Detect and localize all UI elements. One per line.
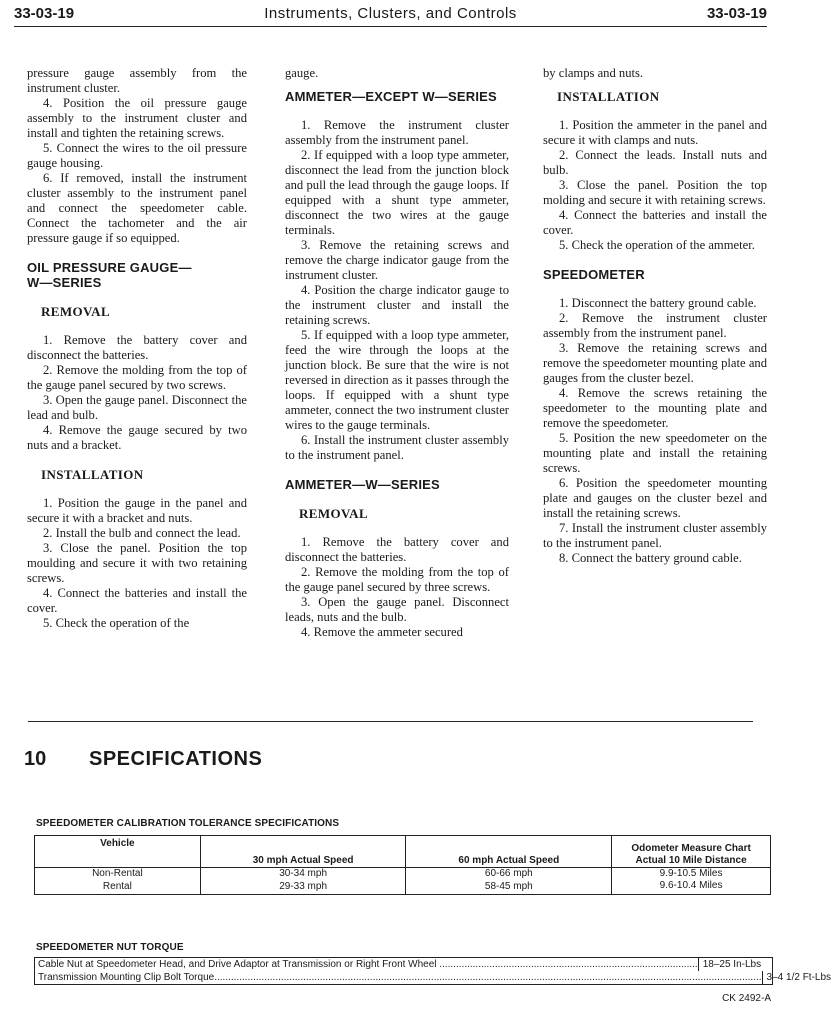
step: 4. Remove the gauge secured by two nuts and a bracket. <box>27 423 247 452</box>
section-title: SPECIFICATIONS <box>89 748 263 770</box>
column-header-30mph: 30 mph Actual Speed <box>200 836 406 868</box>
heading-ammeter-w: AMMETER—W—SERIES <box>285 477 440 492</box>
column-header-60mph: 60 mph Actual Speed <box>406 836 612 868</box>
table-row <box>35 958 772 971</box>
torque-value: 18–25 In-Lbs <box>702 959 762 970</box>
table-row <box>35 880 771 895</box>
cell-60mph: 58-45 mph <box>406 880 612 895</box>
column-header-odometer-line2: Actual 10 Mile Distance <box>635 855 747 866</box>
column-header-odometer <box>612 836 771 868</box>
table-row <box>35 971 831 984</box>
step: 1. Position the ammeter in the panel and secure it with clamps and nuts. <box>543 118 767 147</box>
text-column-2 <box>285 66 509 640</box>
step: 6. If removed, install the instrument cluster assembly to the instrument panel and connect the speedometer cable. Connect the tachometer and the air pressure gauge if so equipped. <box>27 171 247 245</box>
cell-vehicle: Rental <box>35 880 201 895</box>
cell-60mph: 60-66 mph <box>406 868 612 881</box>
section-number: 10 <box>24 748 47 770</box>
step: 1. Remove the instrument cluster assembly from the instrument panel. <box>285 118 509 147</box>
cell-30mph: 29-33 mph <box>200 880 406 895</box>
torque-label-cell: Cable Nut at Speedometer Head, and Drive Adaptor at Transmission or Right Front Wheel ............................................................................................. <box>35 958 699 971</box>
step: 2. Connect the leads. Install nuts and bulb. <box>543 148 767 177</box>
page-number-left: 33-03-19 <box>14 5 75 22</box>
cell-odometer: 9.9-10.5 Miles <box>612 868 771 881</box>
paragraph: gauge. <box>285 66 319 80</box>
heading-speedometer: SPEEDOMETER <box>543 267 645 282</box>
header-rule <box>14 26 767 27</box>
heading-ammeter-except-w: AMMETER—EXCEPT W—SERIES <box>285 89 497 104</box>
step: 1. Disconnect the battery ground cable. <box>559 296 757 310</box>
figure-code: CK 2492-A <box>722 993 771 1004</box>
torque-label: Cable Nut at Speedometer Head, and Drive Adaptor at Transmission or Right Front Wheel <box>38 959 437 970</box>
torque-label: Transmission Mounting Clip Bolt Torque <box>38 972 215 983</box>
step: 8. Connect the battery ground cable. <box>559 551 742 565</box>
step: 5. Check the operation of the <box>43 616 190 630</box>
step: 3. Close the panel. Position the top molding and secure it with retaining screws. <box>543 178 767 207</box>
torque-table-title: SPEEDOMETER NUT TORQUE <box>36 942 184 953</box>
column-header-vehicle: Vehicle <box>35 836 201 868</box>
torque-label-cell: Transmission Mounting Clip Bolt Torque..................................................................................................................................................................................................... <box>35 971 763 984</box>
subheading-installation: INSTALLATION <box>557 89 660 104</box>
text-column-3 <box>543 66 767 566</box>
step: 4. Remove the screws retaining the speedometer to the mounting plate and remove the speedometer. <box>543 386 767 430</box>
torque-table <box>34 957 831 985</box>
step: 6. Install the instrument cluster assembly to the instrument panel. <box>285 433 509 462</box>
torque-value: 3–4 1/2 Ft-Lbs <box>766 972 831 983</box>
column-header-odometer-line1: Odometer Measure Chart <box>631 843 751 854</box>
page-number-right: 33-03-19 <box>706 5 767 22</box>
step: 2. Install the bulb and connect the lead. <box>43 526 241 540</box>
step: 1. Remove the battery cover and disconnect the batteries. <box>285 535 509 564</box>
table-header-row <box>35 836 771 868</box>
paragraph: by clamps and nuts. <box>543 66 644 80</box>
step: 2. Remove the molding from the top of the gauge panel secured by three screws. <box>285 565 509 594</box>
step: 3. Open the gauge panel. Disconnect leads, nuts and the bulb. <box>285 595 509 624</box>
step: 5. Check the operation of the ammeter. <box>559 238 755 252</box>
cell-30mph: 30-34 mph <box>200 868 406 881</box>
step: 1. Position the gauge in the panel and secure it with a bracket and nuts. <box>27 496 247 525</box>
paragraph: pressure gauge assembly from the instrument cluster. <box>27 66 247 95</box>
step: 3. Open the gauge panel. Disconnect the lead and bulb. <box>27 393 247 422</box>
cell-vehicle: Non-Rental <box>35 868 201 881</box>
step: 5. Connect the wires to the oil pressure gauge housing. <box>27 141 247 170</box>
step: 2. Remove the instrument cluster assembly from the instrument panel. <box>543 311 767 340</box>
step: 3. Close the panel. Position the top moulding and secure it with two retaining screws. <box>27 541 247 585</box>
section-rule <box>28 721 753 722</box>
step: 4. Position the charge indicator gauge to the instrument cluster and install the retaining screws. <box>285 283 509 327</box>
step: 2. If equipped with a loop type ammeter, disconnect the lead from the junction block and pull the lead through the gauge loops. If equipped with a shunt type ammeter, disconnect the two wires at the gauge terminals. <box>285 148 509 237</box>
step: 3. Remove the retaining screws and remove the speedometer mounting plate and gauges from the cluster bezel. <box>543 341 767 385</box>
step: 4. Position the oil pressure gauge assembly to the instrument cluster and install and tighten the retaining screws. <box>27 96 247 140</box>
calibration-table-title: SPEEDOMETER CALIBRATION TOLERANCE SPECIFICATIONS <box>36 818 340 829</box>
page-title: Instruments, Clusters, and Controls <box>264 5 517 22</box>
step: 4. Remove the ammeter secured <box>301 625 463 639</box>
table-row <box>35 868 771 881</box>
step: 5. If equipped with a loop type ammeter, feed the wire through the loops at the junction block. Be sure that the wire is not reversed in direction as it passes through the loops. If equipped with a shunt type ammeter, connect the two instrument cluster wires to the gauge terminals. <box>285 328 509 432</box>
step: 4. Connect the batteries and install the cover. <box>27 586 247 615</box>
cell-odometer: 9.6-10.4 Miles <box>612 880 771 895</box>
text-column-1 <box>27 66 247 631</box>
step: 2. Remove the molding from the top of the gauge panel secured by two screws. <box>27 363 247 392</box>
subheading-removal: REMOVAL <box>299 506 369 521</box>
subheading-removal: REMOVAL <box>41 304 111 319</box>
calibration-table <box>34 835 771 895</box>
subheading-installation: INSTALLATION <box>41 467 144 482</box>
step: 6. Position the speedometer mounting plate and gauges on the cluster bezel and install the retaining screws. <box>543 476 767 520</box>
heading-oil-pressure-gauge: OIL PRESSURE GAUGE— W—SERIES <box>27 260 192 290</box>
step: 7. Install the instrument cluster assembly to the instrument panel. <box>543 521 767 550</box>
step: 1. Remove the battery cover and disconnect the batteries. <box>27 333 247 362</box>
step: 3. Remove the retaining screws and remove the charge indicator gauge from the instrument cluster. <box>285 238 509 282</box>
step: 4. Connect the batteries and install the cover. <box>543 208 767 237</box>
step: 5. Position the new speedometer on the mounting plate and install the retaining screws. <box>543 431 767 475</box>
